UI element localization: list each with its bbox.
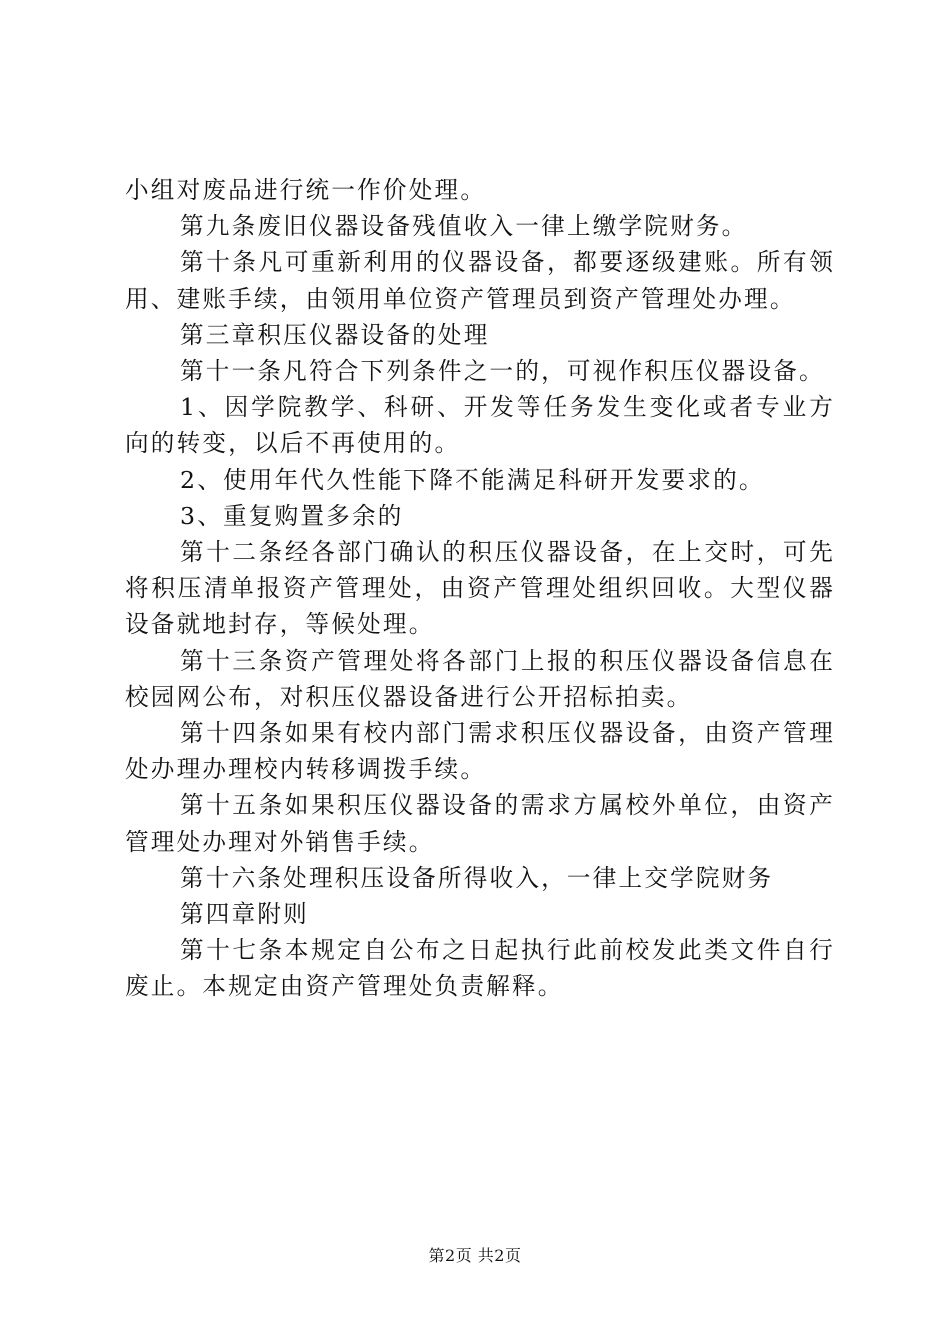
chapter-4-heading: 第四章附则: [180, 900, 309, 929]
document-body: [125, 172, 835, 1005]
paragraph-article-9: 第九条废旧仪器设备残值收入一律上缴学院财务。: [180, 212, 748, 241]
paragraph-article-10: 第十条凡可重新利用的仪器设备，都要逐级建账。所有领用、建账手续，由领用单位资产管理员到资产管理处办理。: [125, 248, 835, 313]
chapter-3-heading: 第三章积压仪器设备的处理: [180, 320, 490, 349]
list-item-1: 1、因学院教学、科研、开发等任务发生变化或者专业方向的转变，以后不再使用的。: [125, 393, 835, 458]
list-item-3: 3、重复购置多余的: [180, 501, 404, 530]
page-number-footer: 第2页 共2页: [428, 1246, 522, 1265]
paragraph-article-12: 第十二条经各部门确认的积压仪器设备，在上交时，可先将积压清单报资产管理处，由资产管理处组织回收。大型仪器设备就地封存，等候处理。: [125, 538, 835, 639]
paragraph-continuation: 小组对废品进行统一作价处理。: [125, 176, 487, 204]
list-item-2: 2、使用年代久性能下降不能满足科研开发要求的。: [180, 465, 765, 494]
paragraph-article-13: 第十三条资产管理处将各部门上报的积压仪器设备信息在校园网公布，对积压仪器设备进行公开招标拍卖。: [125, 646, 835, 711]
paragraph-article-14: 第十四条如果有校内部门需求积压仪器设备，由资产管理处办理办理校内转移调拨手续。: [125, 719, 835, 784]
paragraph-article-15: 第十五条如果积压仪器设备的需求方属校外单位，由资产管理处办理对外销售手续。: [125, 791, 835, 856]
paragraph-article-17: 第十七条本规定自公布之日起执行此前校发此类文件自行废止。本规定由资产管理处负责解释。: [125, 936, 835, 1001]
paragraph-article-11: 第十一条凡符合下列条件之一的，可视作积压仪器设备。: [180, 357, 825, 386]
paragraph-article-16: 第十六条处理积压设备所得收入，一律上交学院财务: [180, 863, 774, 892]
